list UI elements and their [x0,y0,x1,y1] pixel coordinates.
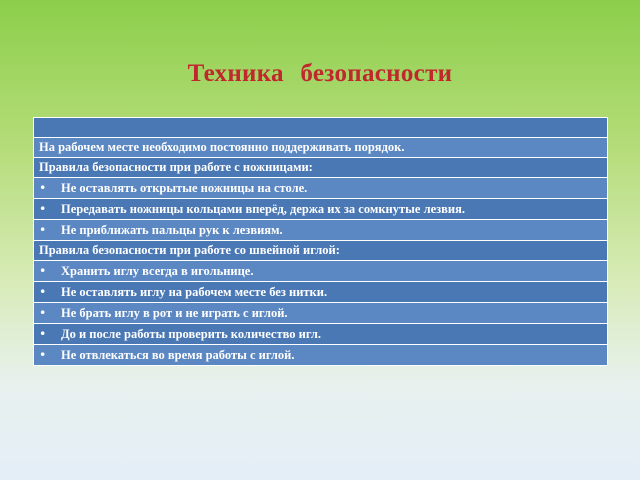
table-row [34,282,608,303]
table-row [34,303,608,324]
table-row [34,199,608,220]
bullet-icon: • [39,305,47,320]
table-row [34,241,608,261]
bullet-icon: • [39,347,47,362]
row-text: Не приближать пальцы рук к лезвиям. [61,223,283,237]
row-text: Не брать иглу в рот и не играть с иглой. [61,306,288,320]
bullet-icon: • [39,284,47,299]
table-row [34,324,608,345]
table-cell [34,158,608,178]
row-text: Не оставлять открытые ножницы на столе. [61,181,308,195]
table-cell [34,261,608,282]
table-cell [34,178,608,199]
table-row [34,178,608,199]
table-row [34,220,608,241]
bullet-icon: • [39,201,47,216]
table-cell [34,138,608,158]
safety-rules-table [33,117,608,366]
table-cell [34,324,608,345]
table-cell [34,282,608,303]
section-heading: Правила безопасности при работе с ножницами: [39,160,313,174]
slide-title: Техника безопасности [187,60,453,87]
row-text: Хранить иглу всегда в игольнице. [61,264,254,278]
bullet-icon: • [39,326,47,341]
bullet-icon: • [39,263,47,278]
table-cell [34,303,608,324]
row-text: Не отвлекаться во время работы с иглой. [61,348,295,362]
table-cell [34,220,608,241]
row-text: Не оставлять иглу на рабочем месте без нитки. [61,285,328,299]
row-text: До и после работы проверить количество игл. [61,327,322,341]
table-header-row [34,118,608,138]
section-heading: Правила безопасности при работе со швейной иглой: [39,243,340,257]
table-cell [34,241,608,261]
table-row [34,345,608,366]
table-row [34,261,608,282]
row-text: Передавать ножницы кольцами вперёд, держа их за сомкнутые лезвия. [61,202,466,216]
table-header-cell [34,118,608,138]
bullet-icon: • [39,180,47,195]
row-text: На рабочем месте необходимо постоянно поддерживать порядок. [39,140,405,154]
table-cell [34,199,608,220]
table-cell [34,345,608,366]
bullet-icon: • [39,222,47,237]
table-row [34,138,608,158]
table-row [34,158,608,178]
